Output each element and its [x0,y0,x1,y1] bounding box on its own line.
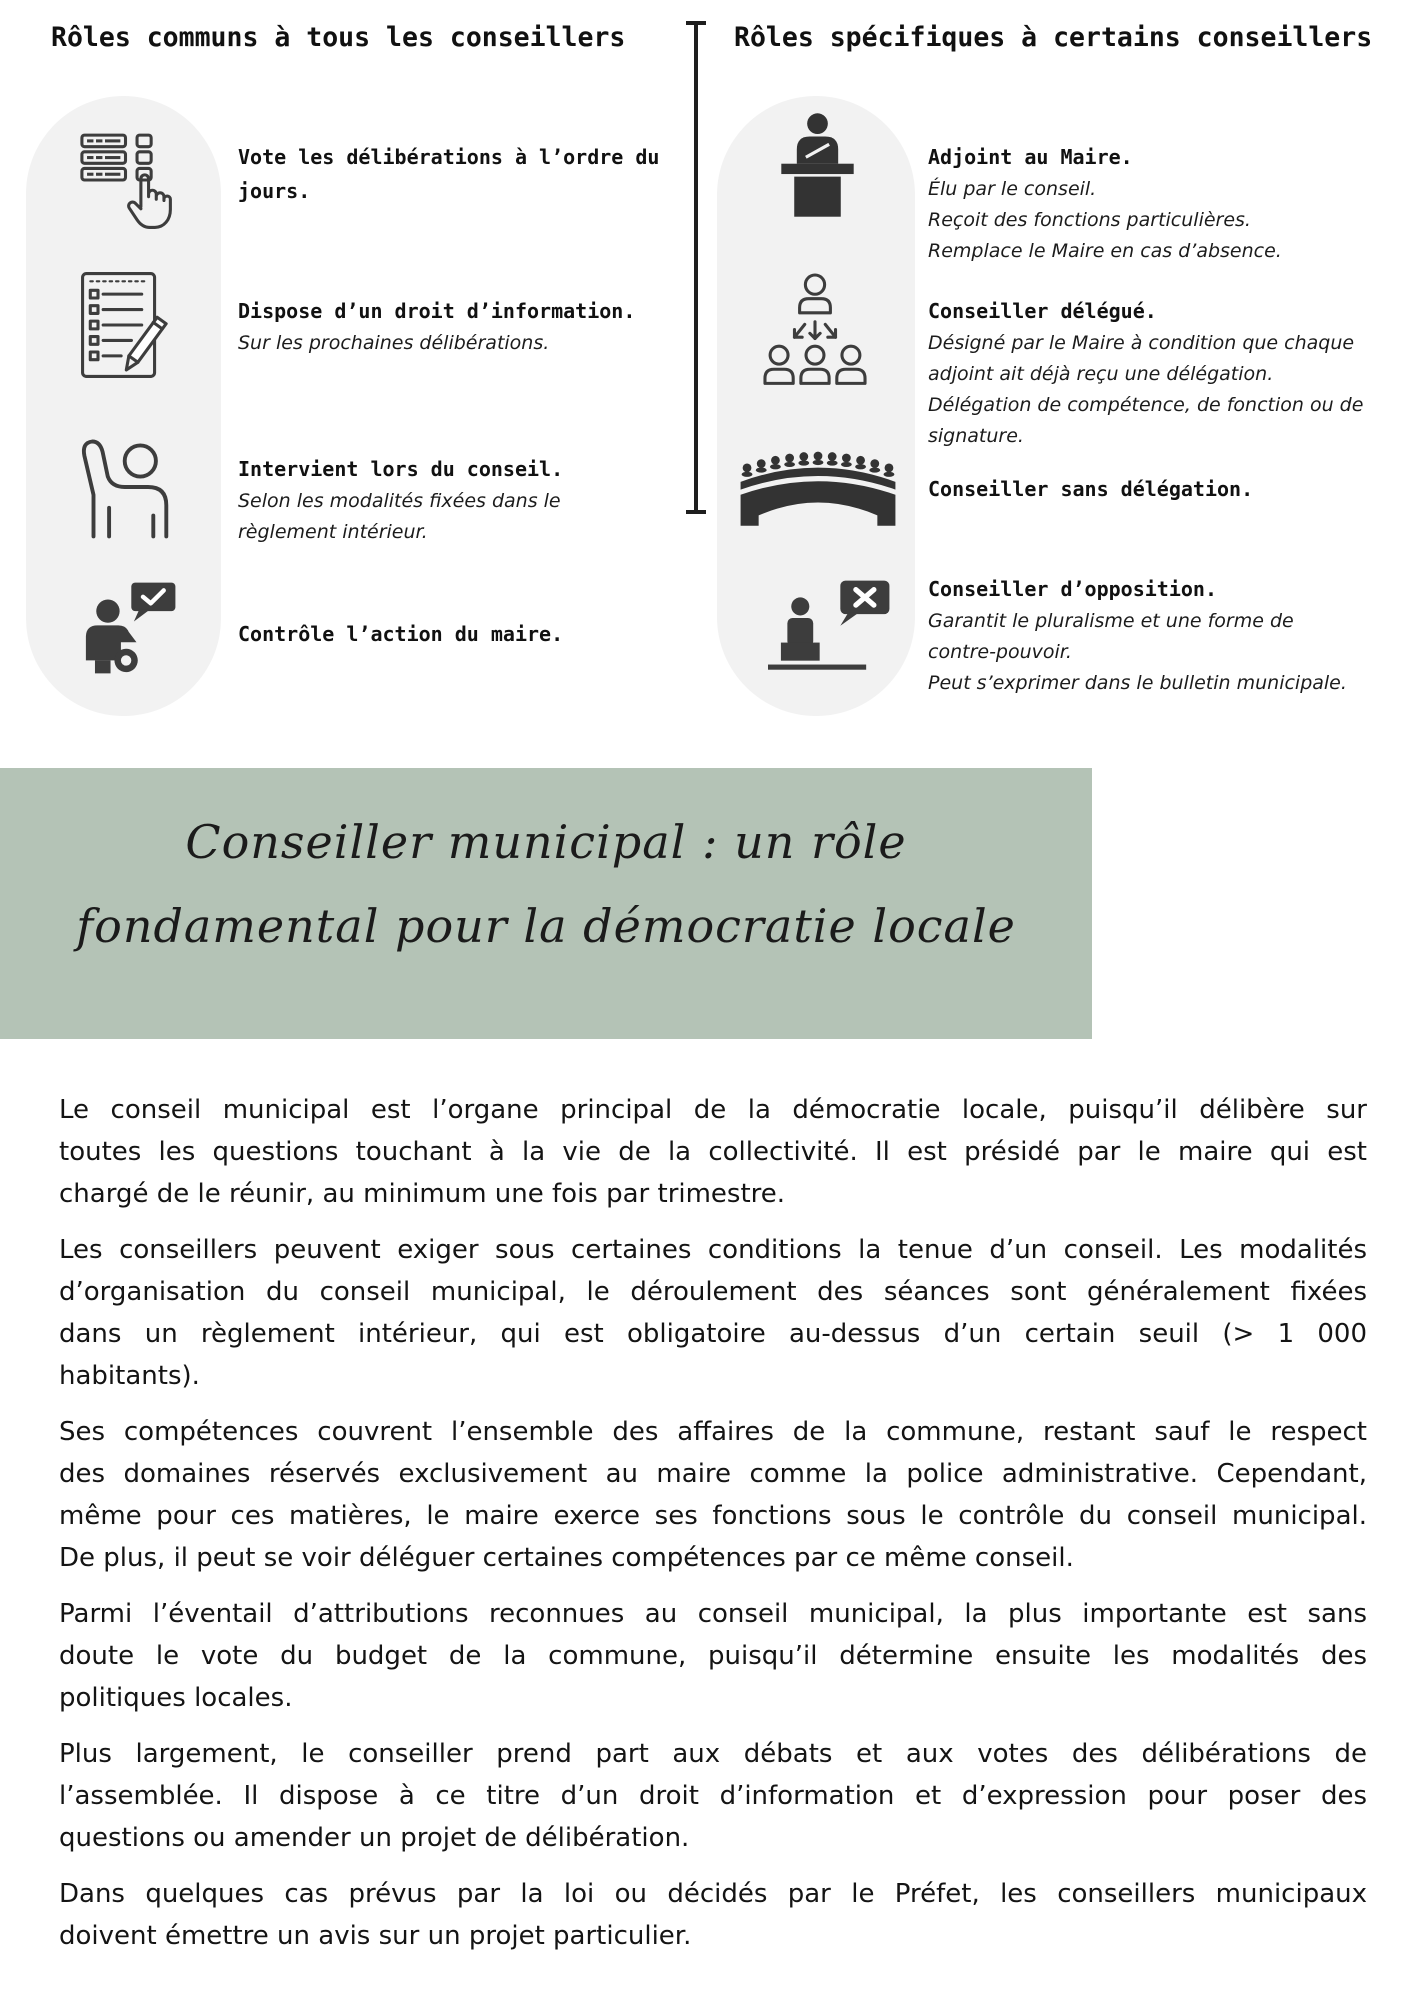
role-title: Intervient lors du conseil. [238,457,564,481]
role-detail: Reçoit des fonctions particulières. [928,209,1251,231]
title-banner [0,768,1092,1039]
role-detail: Garantit le pluralisme et une forme de [928,610,1294,632]
text-line: Les conseillers peuvent exiger sous certaines conditions la tenue d’un conseil. Les modalités [59,1235,1367,1265]
checklist-icon [80,271,170,379]
role-detail: Selon les modalités fixées dans le [238,490,561,512]
paragraph [59,1873,1367,1957]
role-detail: Sur les prochaines délibérations. [238,332,550,354]
text-line: Dans quelques cas prévus par la loi ou décidés par le Préfet, les conseillers municipaux [59,1879,1367,1909]
role-title: Dispose d’un droit d’information. [238,299,636,323]
text-line: chargé de le réunir, au minimum une fois par trimestre. [59,1179,786,1209]
text-line: doute le vote du budget de la commune, puisqu’il détermine ensuite les modalités des [59,1641,1367,1671]
divider-top-cap [686,21,706,25]
text-line: des domaines réservés exclusivement au maire comme la police administrative. Cependant, [59,1459,1367,1489]
common-role-information [238,294,635,359]
text-line: habitants). [59,1361,200,1391]
text-line: Plus largement, le conseiller prend part aux débats et aux votes des délibérations de [59,1739,1367,1769]
hemicycle-icon [738,445,898,529]
banner-title-line: fondamental pour la démocratie locale [76,899,1016,953]
text-line: Le conseil municipal est l’organe principal de la démocratie locale, puisqu’il délibère sur [59,1095,1367,1125]
common-role-control [238,617,563,651]
paragraph [59,1089,1367,1215]
text-line: dans un règlement intérieur, qui est obligatoire au-dessus d’un certain seuil (> 1 000 [59,1319,1367,1349]
body-text [59,1089,1367,1971]
specific-role-no-delegation [928,472,1253,506]
role-title: jours. [238,179,311,203]
role-detail: Désigné par le Maire à condition que chaque [928,332,1355,354]
paragraph [59,1593,1367,1719]
role-title: Conseiller délégué. [928,299,1157,323]
role-title: Vote les délibérations à l’ordre du [238,145,660,169]
role-detail: adjoint ait déjà reçu une délégation. [928,363,1274,385]
divider-bottom-cap [686,510,706,514]
divider-line [694,23,698,512]
text-line: questions ou amender un projet de délibération. [59,1823,690,1853]
role-detail: règlement intérieur. [238,521,428,543]
paragraph [59,1229,1367,1397]
common-roles-heading: Rôles communs à tous les conseillers [51,22,626,53]
role-detail: signature. [928,425,1024,447]
text-line: politiques locales. [59,1683,293,1713]
podium-speaker-icon [780,112,855,218]
banner-title [0,800,1092,968]
specific-roles-heading: Rôles spécifiques à certains conseillers [734,22,1373,53]
text-line: même pour ces matières, le maire exerce ses fonctions sous le contrôle du conseil municipal. [59,1501,1367,1531]
banner-title-line: Conseiller municipal : un rôle [185,815,907,869]
role-title: Conseiller sans délégation. [928,477,1254,501]
delegation-chart-icon [756,273,874,386]
role-title: Contrôle l’action du maire. [238,622,564,646]
specific-role-deputy-mayor [928,140,1282,267]
specific-role-opposition [928,572,1347,699]
text-line: doivent émettre un avis sur un projet particulier. [59,1921,692,1951]
text-line: Parmi l’éventail d’attributions reconnues au conseil municipal, la plus importante est sans [59,1599,1367,1629]
role-detail: Élu par le conseil. [928,178,1097,200]
speech-check-icon [82,580,178,676]
common-role-vote [238,140,659,208]
vote-list-icon [79,130,172,230]
text-line: De plus, il peut se voir déléguer certaines compétences par ce même conseil. [59,1543,1074,1573]
raised-hand-icon [80,435,172,539]
role-detail: Peut s’exprimer dans le bulletin municipale. [928,672,1347,694]
common-role-intervention [238,452,563,548]
role-detail: Délégation de compétence, de fonction ou de [928,394,1364,416]
text-line: toutes les questions touchant à la vie de la collectivité. Il est présidé par le maire qui est [59,1137,1367,1167]
role-title: Adjoint au Maire. [928,145,1133,169]
paragraph [59,1733,1367,1859]
specific-role-delegate [928,294,1363,452]
opposition-desk-icon [768,578,892,671]
text-line: l’assemblée. Il dispose à ce titre d’un droit d’information et d’expression pour poser des [59,1781,1367,1811]
role-title: Conseiller d’opposition. [928,577,1217,601]
text-line: Ses compétences couvrent l’ensemble des affaires de la commune, restant sauf le respect [59,1417,1367,1447]
text-line: d’organisation du conseil municipal, le déroulement des séances sont généralement fixées [59,1277,1367,1307]
role-detail: contre-pouvoir. [928,641,1072,663]
paragraph [59,1411,1367,1579]
role-detail: Remplace le Maire en cas d’absence. [928,240,1282,262]
